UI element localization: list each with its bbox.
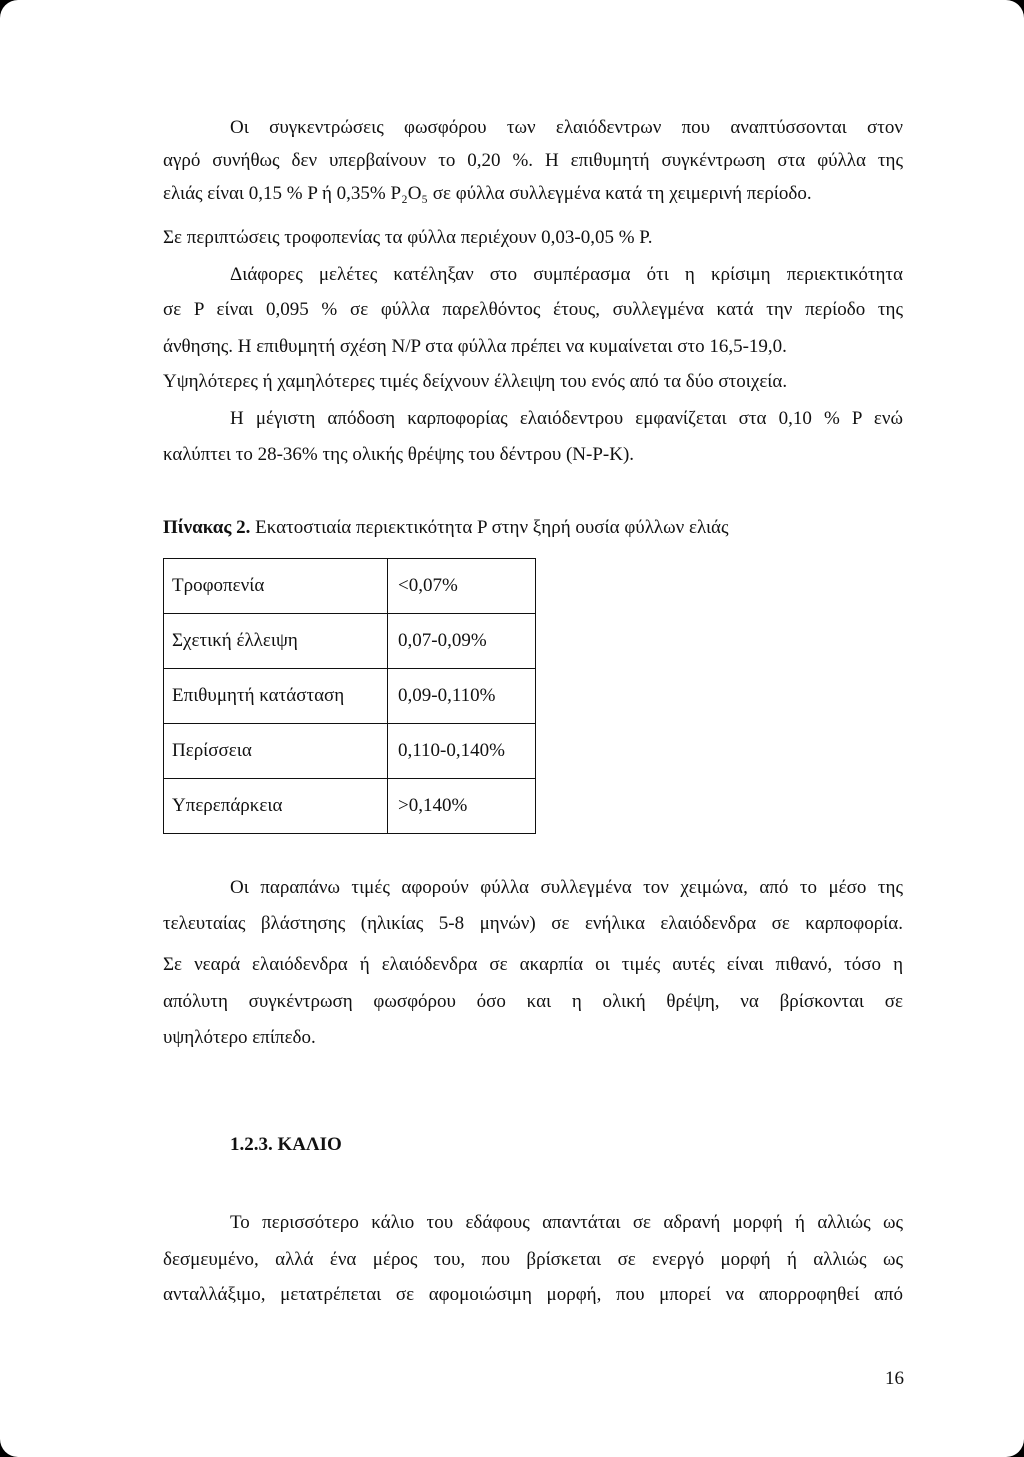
paragraph-line: ανταλλάξιμο, μετατρέπεται σε αφομοιώσιμη μορφή, που μπορεί να απορροφηθεί από <box>163 1284 903 1305</box>
table-row <box>164 724 536 779</box>
table-cell-value: 0,09-0,110% <box>388 669 536 724</box>
table-cell-value: >0,140% <box>388 779 536 834</box>
paragraph-line: Το περισσότερο κάλιο του εδάφους απαντάται σε αδρανή μορφή ή αλλιώς ως <box>230 1212 903 1233</box>
table-cell-value: <0,07% <box>388 559 536 614</box>
table-cell-status: Υπερεπάρκεια <box>164 779 388 834</box>
paragraph-line: Οι συγκεντρώσεις φωσφόρου των ελαιόδεντρων που αναπτύσσονται στον <box>230 117 903 138</box>
paragraph-line: δεσμευμένο, αλλά ένα μέρος του, που βρίσκεται σε ενεργό μορφή ή αλλιώς ως <box>163 1249 903 1270</box>
paragraph-line: καλύπτει το 28-36% της ολικής θρέψης του δέντρου (N-P-K). <box>163 444 635 465</box>
paragraph-line: ελιάς είναι 0,15 % P ή 0,35% P₂O₅ σε φύλλα συλλεγμένα κατά τη χειμερινή περίοδο. <box>163 183 812 204</box>
paragraph-line: Διάφορες μελέτες κατέληξαν στο συμπέρασμα ότι η κρίσιμη περιεκτικότητα <box>230 264 903 285</box>
paragraph-line: υψηλότερο επίπεδο. <box>163 1027 316 1048</box>
section-heading: 1.2.3. ΚΑΛΙΟ <box>230 1134 342 1155</box>
paragraph-line: Υψηλότερες ή χαμηλότερες τιμές δείχνουν έλλειψη του ενός από τα δύο στοιχεία. <box>163 371 788 392</box>
paragraph-line: απόλυτη συγκέντρωση φωσφόρου όσο και η ολική θρέψη, να βρίσκονται σε <box>163 991 903 1012</box>
paragraph-line: τελευταίας βλάστησης (ηλικίας 5-8 μηνών) σε ενήλικα ελαιόδενδρα σε καρποφορία. <box>163 913 903 934</box>
paragraph-line: σε P είναι 0,095 % σε φύλλα παρελθόντος έτους, συλλεγμένα κατά την περίοδο της <box>163 299 903 320</box>
table-cell-status: Επιθυμητή κατάσταση <box>164 669 388 724</box>
paragraph-line: άνθησης. Η επιθυμητή σχέση N/P στα φύλλα πρέπει να κυμαίνεται στο 16,5-19,0. <box>163 336 787 357</box>
table-caption-text: Εκατοστιαία περιεκτικότητα P στην ξηρή ουσία φύλλων ελιάς <box>250 517 729 538</box>
paragraph-line: Σε νεαρά ελαιόδενδρα ή ελαιόδενδρα σε ακαρπία οι τιμές αυτές είναι πιθανό, τόσο η <box>163 954 903 975</box>
table-cell-status: Σχετική έλλειψη <box>164 614 388 669</box>
paragraph-line: Η μέγιστη απόδοση καρποφορίας ελαιόδεντρου εμφανίζεται στα 0,10 % P ενώ <box>230 408 903 429</box>
phosphorus-table <box>163 558 536 834</box>
table-caption <box>163 518 729 537</box>
table-row <box>164 614 536 669</box>
table-cell-value: 0,110-0,140% <box>388 724 536 779</box>
paragraph-line: αγρό συνήθως δεν υπερβαίνουν το 0,20 %. Η επιθυμητή συγκέντρωση στα φύλλα της <box>163 150 903 171</box>
table-cell-status: Τροφοπενία <box>164 559 388 614</box>
table-row <box>164 669 536 724</box>
paragraph-line: Οι παραπάνω τιμές αφορούν φύλλα συλλεγμένα τον χειμώνα, από το μέσο της <box>230 877 903 898</box>
table-cell-status: Περίσσεια <box>164 724 388 779</box>
table-cell-value: 0,07-0,09% <box>388 614 536 669</box>
paragraph-line: Σε περιπτώσεις τροφοπενίας τα φύλλα περιέχουν 0,03-0,05 % P. <box>163 227 653 248</box>
table-caption-label: Πίνακας 2. <box>163 517 251 538</box>
table-row <box>164 779 536 834</box>
table-row <box>164 559 536 614</box>
page-number: 16 <box>885 1368 904 1389</box>
